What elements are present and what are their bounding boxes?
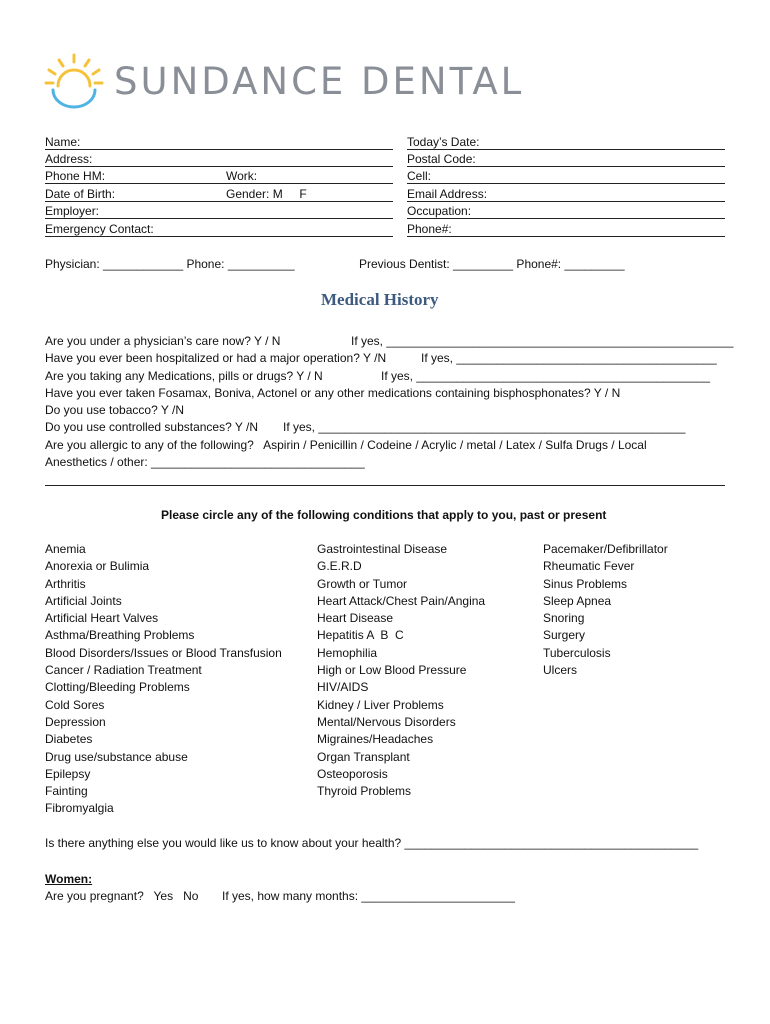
condition-item[interactable]: Blood Disorders/Issues or Blood Transfusion: [45, 645, 282, 660]
question-6: Do you use controlled substances? Y /N: [45, 420, 259, 434]
condition-item[interactable]: Fainting: [45, 784, 88, 799]
condition-item[interactable]: Osteoporosis: [317, 766, 388, 781]
condition-item[interactable]: Artificial Joints: [45, 593, 122, 608]
dob-label: Date of Birth:: [45, 187, 116, 201]
condition-item[interactable]: Tuberculosis: [543, 645, 611, 660]
name-label: Name:: [45, 135, 81, 149]
condition-item[interactable]: Thyroid Problems: [317, 784, 412, 799]
condition-item[interactable]: Migraines/Headaches: [317, 732, 434, 747]
months-question: If yes, how many months: _______________________: [222, 889, 515, 903]
conditions-col-3: [543, 541, 668, 679]
medical-history-title: Medical History: [321, 290, 439, 309]
condition-item[interactable]: Artificial Heart Valves: [45, 611, 159, 626]
occupation-label: Occupation:: [407, 204, 472, 218]
question-2: Have you ever been hospitalized or had a major operation? Y /N: [45, 351, 387, 365]
condition-item[interactable]: Sinus Problems: [543, 576, 628, 591]
sun-smile-icon: [44, 52, 104, 110]
condition-item[interactable]: HIV/AIDS: [317, 680, 369, 695]
condition-item[interactable]: Sleep Apnea: [543, 593, 612, 608]
condition-item[interactable]: Heart Attack/Chest Pain/Angina: [317, 593, 486, 608]
condition-item[interactable]: Ulcers: [543, 663, 578, 678]
condition-item[interactable]: Cold Sores: [45, 697, 105, 712]
condition-item[interactable]: Anorexia or Bulimia: [45, 559, 150, 574]
question-7: Are you allergic to any of the following? Aspirin / Penicillin / Codeine / Acrylic / metal / Latex / Sulfa Drugs / Local: [45, 438, 647, 452]
address-label: Address:: [45, 152, 93, 166]
physician-line: Physician: ____________ Phone: __________: [45, 257, 295, 271]
question-5: Do you use tobacco? Y /N: [45, 403, 184, 417]
condition-item[interactable]: Snoring: [543, 611, 585, 626]
condition-item[interactable]: Organ Transplant: [317, 749, 410, 764]
phone-number-label: Phone#:: [407, 222, 452, 236]
anything-else-question: Is there anything else you would like us to know about your health? ____________________________________________: [45, 836, 699, 850]
phone-hm-label: Phone HM:: [45, 169, 106, 183]
conditions-col-2: [317, 541, 485, 800]
condition-item[interactable]: Pacemaker/Defibrillator: [543, 542, 668, 556]
condition-item[interactable]: Rheumatic Fever: [543, 559, 635, 574]
condition-item[interactable]: Mental/Nervous Disorders: [317, 714, 456, 729]
dentist-line: Previous Dentist: _________ Phone#: _________: [359, 257, 625, 271]
condition-item[interactable]: High or Low Blood Pressure: [317, 663, 467, 678]
question-3: Are you taking any Medications, pills or drugs? Y / N: [45, 369, 323, 383]
condition-item[interactable]: Kidney / Liver Problems: [317, 697, 444, 712]
condition-item[interactable]: Depression: [45, 714, 106, 729]
condition-item[interactable]: Heart Disease: [317, 611, 394, 626]
condition-item[interactable]: Surgery: [543, 628, 586, 643]
work-label: Work:: [226, 169, 258, 183]
question-3-followup: If yes, ____________________________________________: [381, 369, 710, 383]
condition-item[interactable]: Hemophilia: [317, 645, 378, 660]
question-2-followup: If yes, _______________________________________: [421, 351, 717, 365]
question-8: Anesthetics / other: ________________________________: [45, 455, 365, 469]
pregnant-question: Are you pregnant? Yes No: [45, 889, 199, 903]
condition-item[interactable]: Asthma/Breathing Problems: [45, 628, 195, 643]
condition-item[interactable]: Drug use/substance abuse: [45, 749, 188, 764]
conditions-col-1: [45, 541, 282, 818]
condition-item[interactable]: Anemia: [45, 542, 86, 556]
condition-item[interactable]: Gastrointestinal Disease: [317, 542, 448, 556]
question-1: Are you under a physician’s care now? Y / N: [45, 334, 281, 348]
condition-item[interactable]: Fibromyalgia: [45, 801, 114, 816]
condition-item[interactable]: G.E.R.D: [317, 559, 362, 574]
question-4: Have you ever taken Fosamax, Boniva, Actonel or any other medications containing bisphosphonates? Y / N: [45, 386, 621, 400]
cell-label: Cell:: [407, 169, 432, 183]
logo: [44, 52, 104, 110]
email-label: Email Address:: [407, 187, 488, 201]
section-divider: [45, 485, 725, 486]
todays-date-label: Today’s Date:: [407, 135, 480, 149]
condition-item[interactable]: Epilepsy: [45, 766, 91, 781]
employer-label: Employer:: [45, 204, 100, 218]
question-6-followup: If yes, _______________________________________________________: [283, 420, 686, 434]
women-heading: Women:: [45, 872, 93, 886]
condition-item[interactable]: Arthritis: [45, 576, 86, 591]
condition-item[interactable]: Clotting/Bleeding Problems: [45, 680, 190, 695]
condition-item[interactable]: Diabetes: [45, 732, 93, 747]
gender-label: Gender: M F: [226, 187, 307, 201]
question-1-followup: If yes, ____________________________________________________: [351, 334, 734, 348]
brand-name: SUNDANCE DENTAL: [114, 60, 525, 103]
postal-code-label: Postal Code:: [407, 152, 476, 166]
condition-item[interactable]: Hepatitis A B C: [317, 628, 404, 643]
condition-item[interactable]: Growth or Tumor: [317, 576, 408, 591]
emergency-contact-label: Emergency Contact:: [45, 222, 154, 236]
condition-item[interactable]: Cancer / Radiation Treatment: [45, 663, 202, 678]
conditions-prompt: Please circle any of the following conditions that apply to you, past or present: [161, 508, 607, 522]
